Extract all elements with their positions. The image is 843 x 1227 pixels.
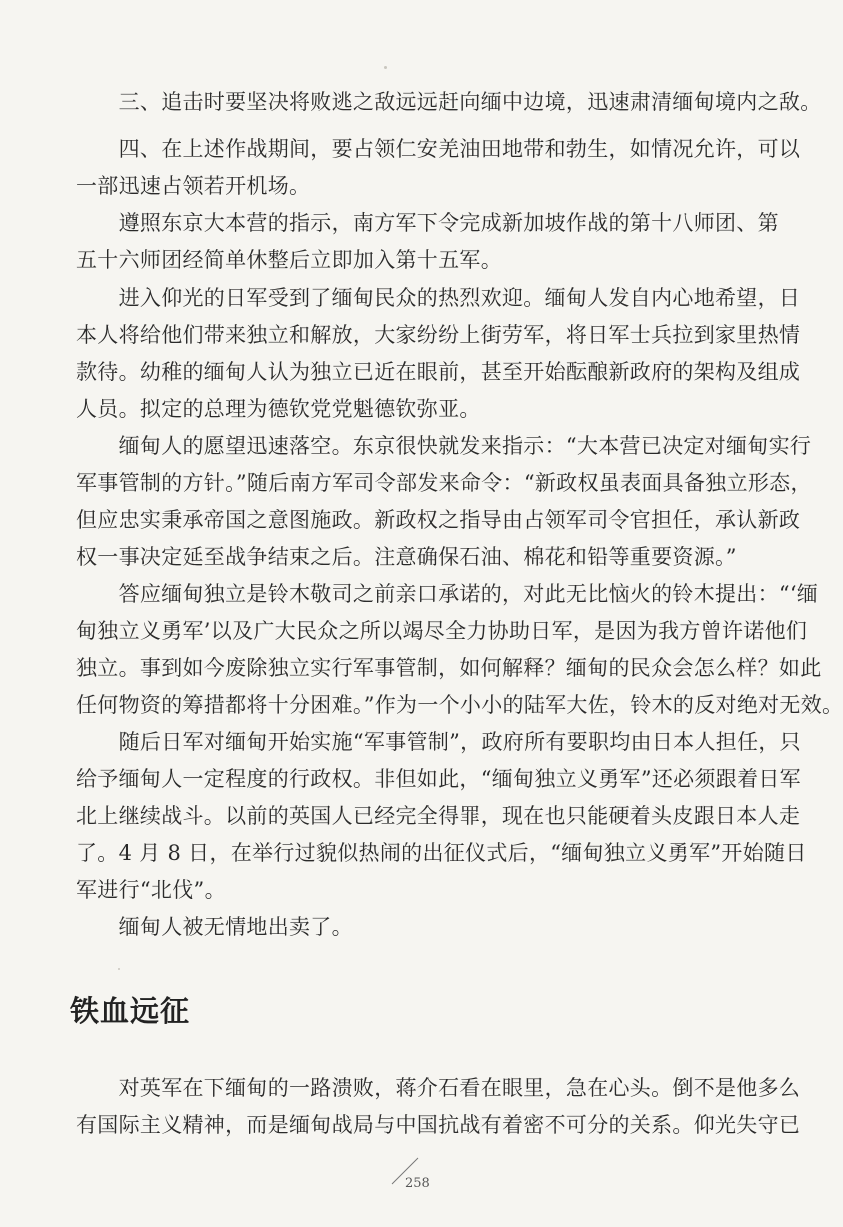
section-heading: 铁血远征 [70, 994, 191, 1028]
paragraph-1 [76, 84, 822, 121]
text-line: 本人将给他们带来独立和解放，大家纷纷上街劳军，将日军士兵拉到家里热情 [76, 323, 801, 347]
text-line: 任何物资的筹措都将十分困难。”作为一个小小的陆军大佐，铃木的反对绝对无效。 [76, 693, 843, 717]
text-line: 缅甸人的愿望迅速落空。东京很快就发来指示：“大本营已决定对缅甸实行 [76, 434, 812, 458]
paragraph-7 [76, 724, 807, 909]
paragraph-2 [76, 131, 801, 205]
scan-speck [384, 66, 387, 69]
text-line: 军事管制的方针。”随后南方军司令部发来命令：“新政权虽表面具备独立形态， [76, 471, 812, 495]
text-line: 缅甸人被无情地出卖了。 [76, 915, 353, 939]
scan-speck [118, 968, 120, 970]
text-line: 北上继续战斗。以前的英国人已经完全得罪，现在也只能硬着头皮跟日本人走 [76, 804, 801, 828]
text-line: 有国际主义精神，而是缅甸战局与中国抗战有着密不可分的关系。仰光失守已 [76, 1113, 801, 1137]
text-line: 款待。幼稚的缅甸人认为独立已近在眼前，甚至开始酝酿新政府的架构及组成 [76, 360, 801, 384]
text-line: 对英军在下缅甸的一路溃败，蒋介石看在眼里，急在心头。倒不是他多么 [76, 1076, 801, 1100]
text-line: 随后日军对缅甸开始实施“军事管制”，政府所有要职均由日本人担任，只 [76, 730, 801, 754]
paragraph-5 [76, 428, 812, 576]
text-line: 人员。拟定的总理为德钦党党魁德钦弥亚。 [76, 397, 481, 421]
text-line: 了。4 月 8 日，在举行过貌似热闹的出征仪式后，“缅甸独立义勇军”开始随日 [76, 841, 807, 865]
text-line: 遵照东京大本营的指示，南方军下令完成新加坡作战的第十八师团、第 [76, 211, 779, 235]
text-line: 军进行“北伐”。 [76, 878, 226, 902]
paragraph-8 [76, 909, 766, 946]
text-line: 四、在上述作战期间，要占领仁安羌油田地带和勃生，如情况允许，可以 [76, 137, 801, 161]
text-line: 三、追击时要坚决将败逃之敌远远赶向缅中边境，迅速肃清缅甸境内之敌。 [76, 90, 822, 114]
text-line: 给予缅甸人一定程度的行政权。非但如此，“缅甸独立义勇军”还必须跟着日军 [76, 767, 801, 791]
text-line: 五十六师团经简单休整后立即加入第十五军。 [76, 248, 502, 272]
text-line: 进入仰光的日军受到了缅甸民众的热烈欢迎。缅甸人发自内心地希望，日 [76, 286, 801, 310]
text-line: 一部迅速占领若开机场。 [76, 174, 311, 198]
section-paragraph-1 [76, 1070, 801, 1144]
text-line: 权一事决定延至战争结束之后。注意确保石油、棉花和铅等重要资源。” [76, 545, 737, 569]
paragraph-6 [76, 576, 843, 724]
text-line: 独立。事到如今废除独立实行军事管制，如何解释？缅甸的民众会怎么样？如此 [76, 656, 822, 680]
paragraph-4 [76, 280, 801, 428]
paragraph-3 [76, 205, 779, 279]
text-line: 答应缅甸独立是铃木敬司之前亲口承诺的，对此无比恼火的铃木提出：“‘缅 [76, 582, 819, 606]
page-number: 258 [405, 1176, 430, 1191]
text-line: 但应忠实秉承帝国之意图施政。新政权之指导由占领军司令官担任，承认新政 [76, 508, 801, 532]
text-line: 甸独立义勇军’以及广大民众之所以竭尽全力协助日军，是因为我方曾许诺他们 [76, 619, 808, 643]
